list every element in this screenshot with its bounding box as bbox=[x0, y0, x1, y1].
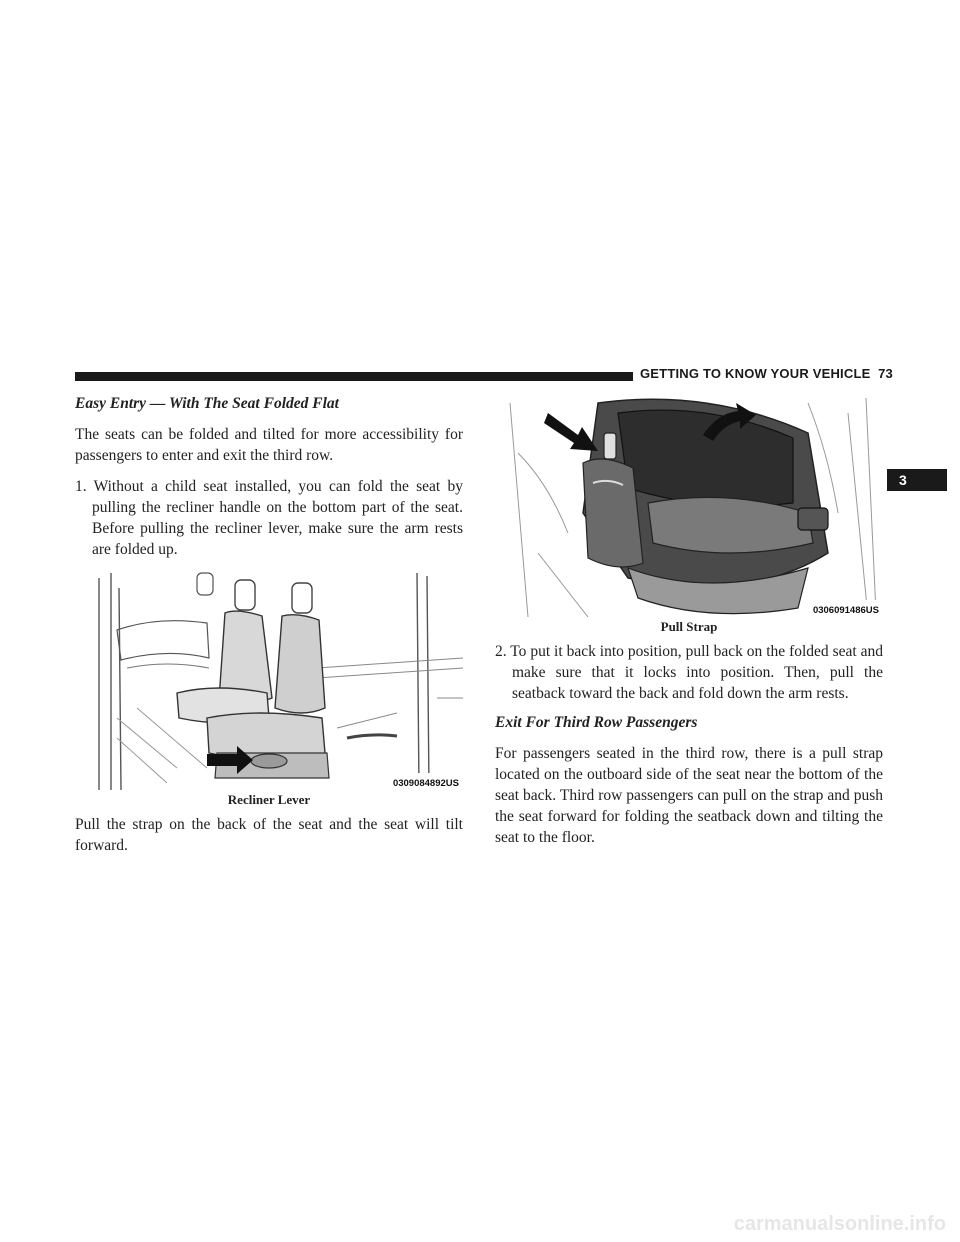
pull-strap-illustration bbox=[508, 393, 880, 617]
intro-paragraph: The seats can be folded and tilted for more accessibility for passengers to enter and exit the third row. bbox=[75, 426, 463, 464]
running-header bbox=[640, 366, 893, 381]
section-heading-exit: Exit For Third Row Passengers bbox=[495, 714, 698, 731]
pull-strap-paragraph: Pull the strap on the back of the seat and the seat will tilt forward. bbox=[75, 816, 463, 854]
step-2: 2. To put it back into position, pull back on the folded seat and make sure that it locks into position. Then, pull the seatback toward the back and fold down the arm rests. bbox=[495, 643, 883, 702]
page-number: 73 bbox=[878, 366, 893, 381]
figure-caption: Pull Strap bbox=[660, 619, 718, 634]
section-heading-easy-entry: Easy Entry — With The Seat Folded Flat bbox=[75, 395, 339, 412]
exit-paragraph: For passengers seated in the third row, there is a pull strap located on the outboard side of the seat near the bottom of the seat back. Third row passengers can pull on the strap and push the seat forward for folding the seatback down and tilting the seat to the floor. bbox=[495, 745, 883, 846]
right-column bbox=[495, 393, 883, 858]
chapter-tab: 3 bbox=[887, 469, 947, 491]
section-title: GETTING TO KNOW YOUR VEHICLE bbox=[640, 366, 871, 381]
watermark: carmanualsonline.info bbox=[733, 1213, 946, 1235]
figure-caption: Recliner Lever bbox=[227, 792, 311, 807]
recliner-lever-figure bbox=[97, 568, 463, 790]
header-rule bbox=[75, 372, 633, 381]
step-1: 1. Without a child seat installed, you can fold the seat by pulling the recliner handle on the bottom part of the seat. Before pulling the recliner lever, make sure the arm rests are folded up. bbox=[75, 478, 463, 558]
figure-code: 0306091486US bbox=[811, 600, 881, 621]
pull-strap-figure bbox=[508, 393, 883, 617]
left-column bbox=[75, 393, 463, 866]
recliner-lever-illustration bbox=[97, 568, 463, 790]
figure-code: 0309084892US bbox=[391, 773, 461, 794]
